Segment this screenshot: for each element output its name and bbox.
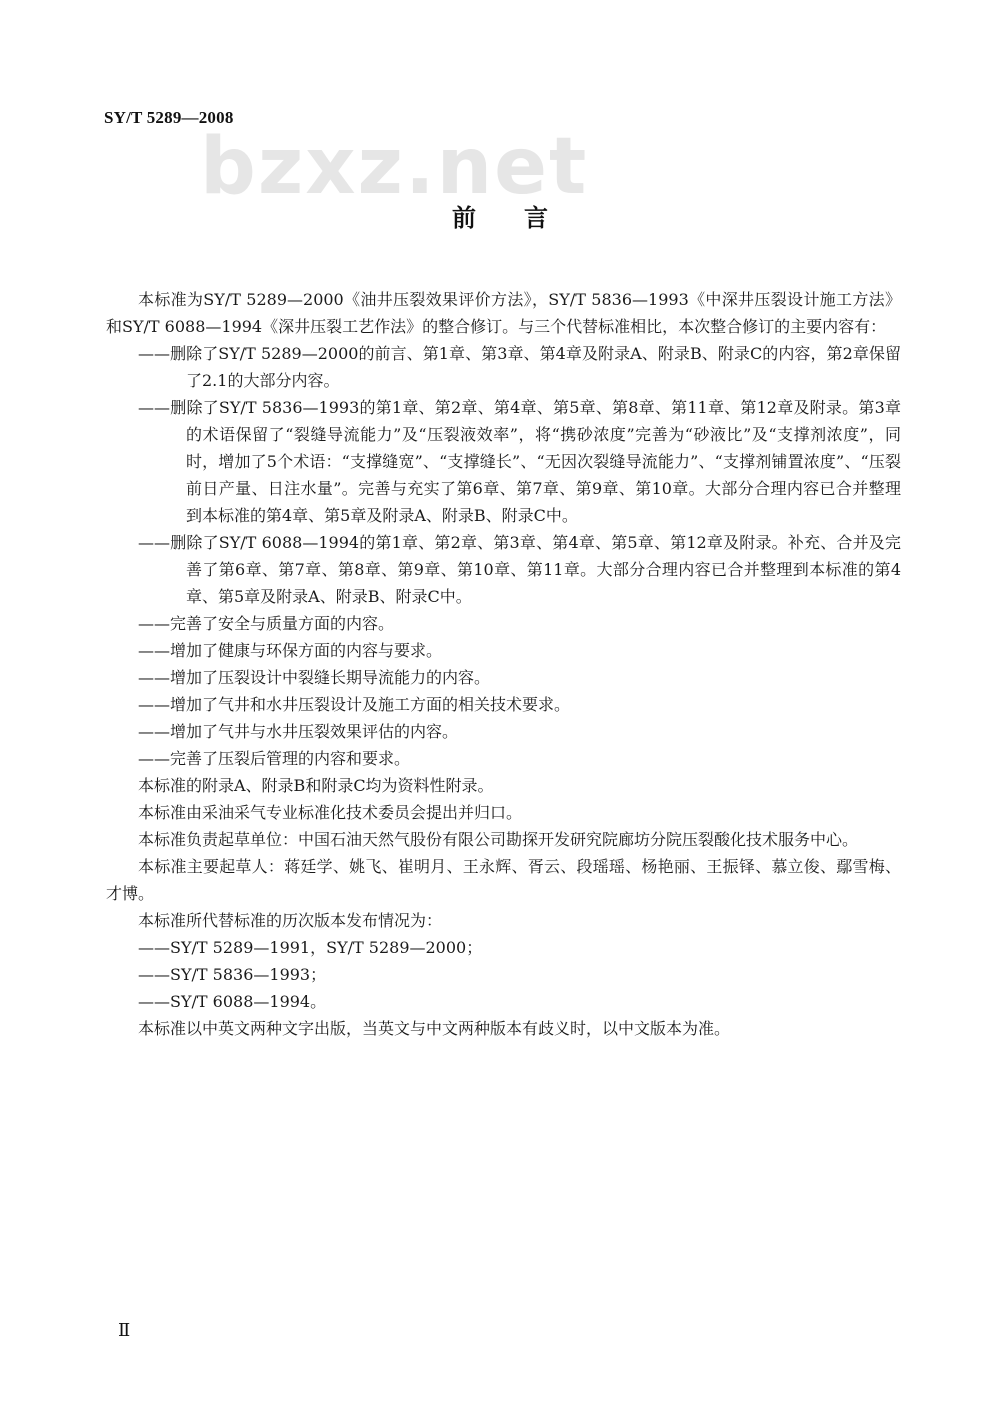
list-item (106, 664, 901, 691)
list-item-text: ——删除了SY/T 5836—1993的第1章、第2章、第4章、第5章、第8章、第11章、第12章及附录。第3章的术语保留了“裂缝导流能力”及“压裂液效率”，将“携砂浓度”完善为“砂液比”及“支撑剂浓度”，同时，增加了5个术语：“支撑缝宽”、“支撑缝长”、“无因次裂缝导流能力”、“支撑剂铺置浓度”、“压裂前日产量、日注水量”。完善与充实了第6章、第7章、第9章、第10章。大部分合理内容已合并整理到本标准的第4章、第5章及附录A、附录B、附录C中。 (138, 398, 901, 525)
watermark: bzxz.net (200, 122, 589, 212)
list-item (106, 961, 901, 988)
list-item-text: ——完善了压裂后管理的内容和要求。 (138, 749, 411, 768)
list-item (106, 637, 901, 664)
page-number: Ⅱ (118, 1320, 131, 1340)
paragraph: 本标准的附录A、附录B和附录C均为资料性附录。 (138, 776, 494, 795)
list-item (106, 988, 901, 1015)
list-item-text: ——SY/T 5836—1993； (138, 965, 327, 984)
paragraph: 本标准为SY/T 5289—2000《油井压裂效果评价方法》，SY/T 5836—1993《中深井压裂设计施工方法》和SY/T 6088—1994《深井压裂工艺作法》的整合修订。与三个代替标准相比，本次整合修订的主要内容有： (106, 290, 901, 336)
list-item (106, 934, 901, 961)
list-item-text: ——删除了SY/T 5289—2000的前言、第1章、第3章、第4章及附录A、附录B、附录C的内容，第2章保留了2.1的大部分内容。 (138, 344, 901, 390)
list-item (106, 610, 901, 637)
list-item-text: ——SY/T 6088—1994。 (138, 992, 327, 1011)
standard-code: SY/T 5289—2008 (104, 108, 234, 127)
list-item (106, 691, 901, 718)
list-item (106, 745, 901, 772)
paragraph: 本标准以中英文两种文字出版，当英文与中文两种版本有歧义时，以中文版本为准。 (138, 1019, 731, 1038)
list-item-text: ——删除了SY/T 6088—1994的第1章、第2章、第3章、第4章、第5章、第12章及附录。补充、合并及完善了第6章、第7章、第8章、第9章、第10章、第11章。大部分合理内容已合并整理到本标准的第4章、第5章及附录A、附录B、附录C中。 (138, 533, 901, 606)
list-item-text: ——增加了健康与环保方面的内容与要求。 (138, 641, 443, 660)
list-item-text: ——增加了气井与水井压裂效果评估的内容。 (138, 722, 459, 741)
list-item-text: ——SY/T 5289—1991，SY/T 5289—2000； (138, 938, 483, 957)
foreword-body (106, 286, 901, 1042)
list-item (106, 718, 901, 745)
list-item-text: ——增加了压裂设计中裂缝长期导流能力的内容。 (138, 668, 491, 687)
list-item-text: ——增加了气井和水井压裂设计及施工方面的相关技术要求。 (138, 695, 571, 714)
list-item (106, 394, 901, 529)
paragraph: 本标准由采油采气专业标准化技术委员会提出并归口。 (138, 803, 523, 822)
page-title: 前言 (452, 204, 596, 232)
paragraph: 本标准负责起草单位：中国石油天然气股份有限公司勘探开发研究院廊坊分院压裂酸化技术服务中心。 (138, 830, 859, 849)
list-item (106, 529, 901, 610)
list-item-text: ——完善了安全与质量方面的内容。 (138, 614, 395, 633)
list-item (106, 340, 901, 394)
paragraph: 本标准所代替标准的历次版本发布情况为： (138, 911, 443, 930)
paragraph: 本标准主要起草人：蒋廷学、姚飞、崔明月、王永辉、胥云、段瑶瑶、杨艳丽、王振铎、慕立俊、鄢雪梅、才博。 (106, 857, 901, 903)
